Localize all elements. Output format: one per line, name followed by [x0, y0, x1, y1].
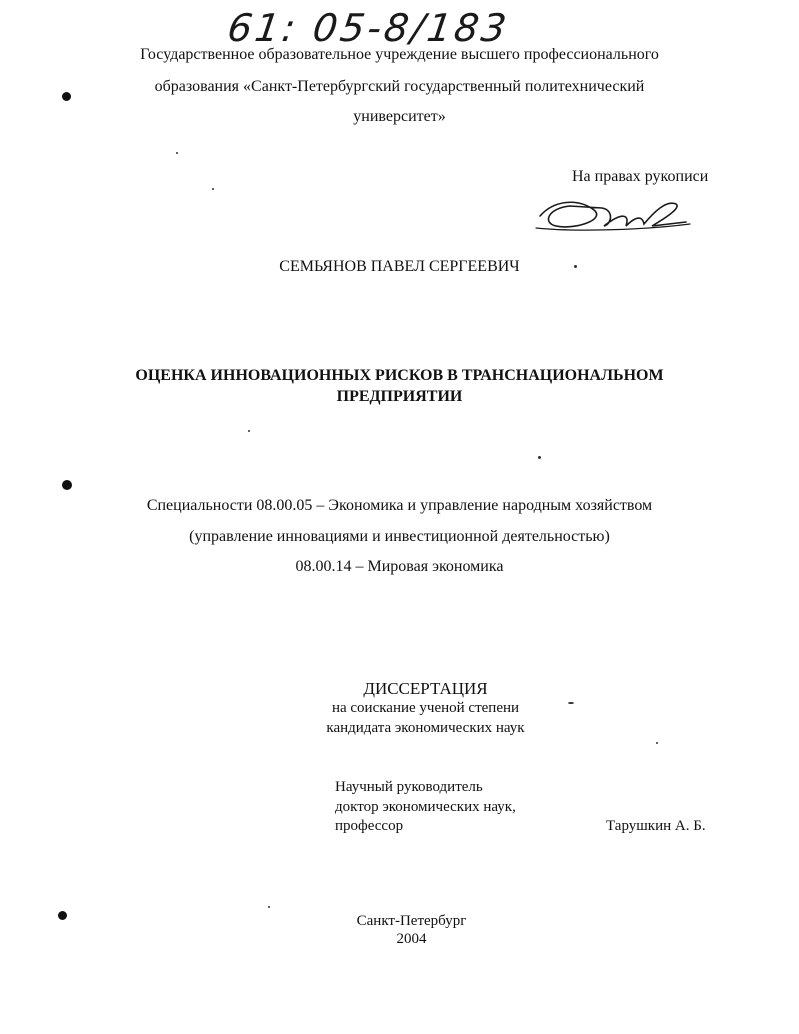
city: Санкт-Петербург	[356, 913, 467, 929]
scan-speck	[176, 152, 178, 154]
supervisor-role-line-2: доктор экономических наук,	[335, 799, 516, 815]
work-type-line-2: кандидата экономических наук	[326, 720, 525, 736]
work-type-heading: ДИССЕРТАЦИЯ	[363, 679, 488, 698]
scan-speck	[212, 188, 214, 190]
work-type-line-1: на соискание ученой степени	[331, 700, 520, 716]
manuscript-rights-note: На правах рукописи	[572, 168, 709, 185]
signature-image	[534, 190, 694, 240]
institution-line-1: Государственное образовательное учреждение высшего профессионального	[140, 46, 659, 63]
supervisor-name: Тарушкин А. Б.	[606, 818, 706, 834]
author-name: СЕМЬЯНОВ ПАВЕЛ СЕРГЕЕВИЧ	[279, 258, 520, 275]
scan-speck	[248, 430, 250, 432]
scan-speck	[268, 906, 270, 908]
year: 2004	[396, 931, 427, 947]
dissertation-title-line-2: ПРЕДПРИЯТИИ	[336, 388, 463, 405]
archive-number-handwritten: 61: 05-8/183	[224, 6, 512, 50]
supervisor-role-line-3: профессор	[335, 818, 404, 834]
specialty-line-1: Специальности 08.00.05 – Экономика и управление народным хозяйством	[146, 497, 653, 514]
scan-speck	[568, 702, 574, 704]
scan-speck	[538, 456, 541, 459]
dissertation-title-line-1: ОЦЕНКА ИННОВАЦИОННЫХ РИСКОВ В ТРАНСНАЦИОНАЛЬНОМ	[135, 367, 664, 384]
scan-speck	[574, 265, 577, 268]
institution-line-2: образования «Санкт-Петербургский государственный политехнический	[154, 78, 645, 95]
scan-speck	[656, 742, 658, 744]
specialty-line-2: (управление инновациями и инвестиционной деятельностью)	[189, 528, 610, 545]
institution-line-3: университет»	[353, 108, 446, 125]
binding-hole-mark	[62, 480, 72, 490]
supervisor-role-line-1: Научный руководитель	[335, 779, 483, 795]
specialty-line-3: 08.00.14 – Мировая экономика	[295, 558, 504, 575]
